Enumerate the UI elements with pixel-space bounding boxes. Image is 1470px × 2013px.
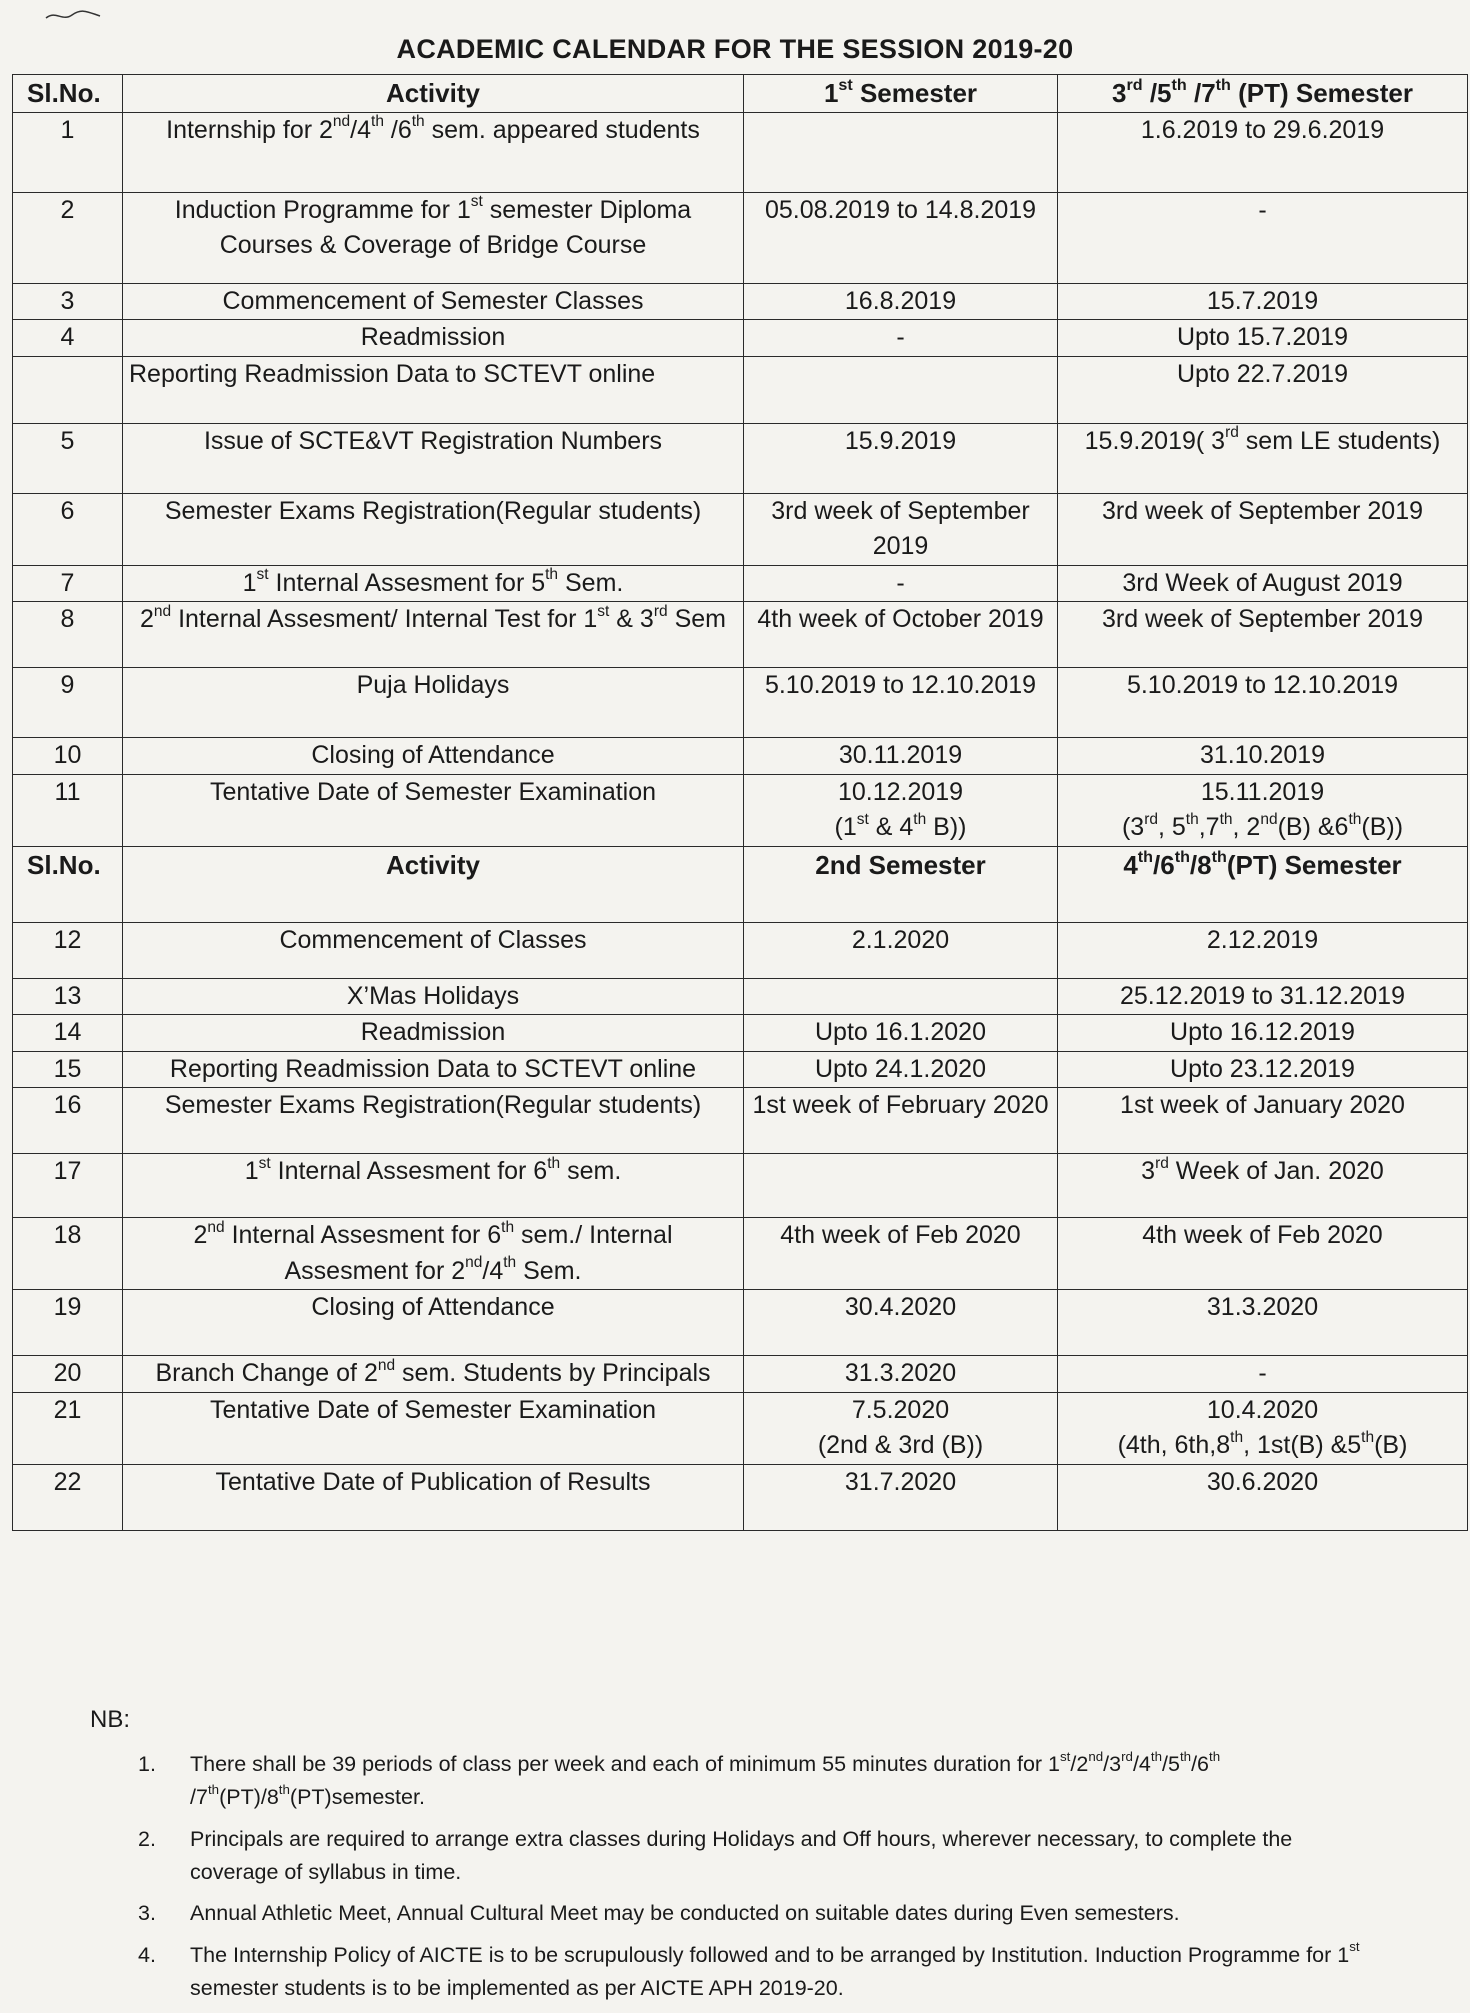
cell-col1: 3rd week of September 2019	[744, 493, 1058, 565]
cell-sl: 10	[13, 738, 123, 775]
cell-activity: 2nd Internal Assesment/ Internal Test for 1st & 3rd Sem	[123, 602, 744, 668]
cell-col1: 4th week of Feb 2020	[744, 1218, 1058, 1290]
cell-col2: 4th week of Feb 2020	[1058, 1218, 1468, 1290]
cell-col2: 31.3.2020	[1058, 1290, 1468, 1356]
table-row	[13, 1088, 1468, 1154]
header-col2: 4th/6th/8th(PT) Semester	[1058, 846, 1468, 922]
cell-col2: Upto 22.7.2019	[1058, 356, 1468, 423]
cell-col1: 4th week of October 2019	[744, 602, 1058, 668]
note-item	[138, 1939, 1378, 2006]
table-row	[13, 978, 1468, 1015]
table-row	[13, 1356, 1468, 1393]
cell-sl: 2	[13, 192, 123, 283]
cell-col1	[744, 112, 1058, 192]
note-number: 4.	[138, 1942, 156, 1967]
cell-col2: -	[1058, 192, 1468, 283]
header-activity: Activity	[123, 846, 744, 922]
cell-col1	[744, 356, 1058, 423]
table-row	[13, 493, 1468, 565]
cell-activity: Tentative Date of Semester Examination	[123, 1392, 744, 1464]
cell-col2: 1st week of January 2020	[1058, 1088, 1468, 1154]
cell-col2: 3rd week of September 2019	[1058, 493, 1468, 565]
header-col1: 2nd Semester	[744, 846, 1058, 922]
cell-col1: 05.08.2019 to 14.8.2019	[744, 192, 1058, 283]
note-text: The Internship Policy of AICTE is to be scrupulously followed and to be arranged by Institution. Induction Programme for 1st semester students is to be implemented as per AICTE APH 2019-20.	[190, 1939, 1360, 2000]
table-row	[13, 922, 1468, 978]
cell-col1: 1st week of February 2020	[744, 1088, 1058, 1154]
cell-activity: Induction Programme for 1st semester Diploma Courses & Coverage of Bridge Course	[123, 192, 744, 283]
table-row	[13, 1154, 1468, 1218]
cell-col1: 31.3.2020	[744, 1356, 1058, 1393]
table-row	[13, 668, 1468, 738]
cell-col2: 15.11.2019 (3rd, 5th,7th, 2nd(B) &6th(B))	[1058, 774, 1468, 846]
cell-col2: 15.7.2019	[1058, 283, 1468, 320]
cell-sl: 13	[13, 978, 123, 1015]
cell-col2: 25.12.2019 to 31.12.2019	[1058, 978, 1468, 1015]
cell-activity: Readmission	[123, 1015, 744, 1052]
cell-col2: 3rd Week of Jan. 2020	[1058, 1154, 1468, 1218]
table-row	[13, 356, 1468, 423]
calendar-table	[12, 74, 1468, 1531]
cell-col1: 31.7.2020	[744, 1464, 1058, 1530]
cell-sl: 11	[13, 774, 123, 846]
cell-col2: 2.12.2019	[1058, 922, 1468, 978]
cell-activity: Commencement of Semester Classes	[123, 283, 744, 320]
table-row	[13, 1290, 1468, 1356]
cell-col2: 10.4.2020 (4th, 6th,8th, 1st(B) &5th(B)	[1058, 1392, 1468, 1464]
cell-sl: 8	[13, 602, 123, 668]
table-row	[13, 602, 1468, 668]
header-sl: Sl.No.	[13, 75, 123, 113]
table-header-row	[13, 846, 1468, 922]
note-item	[138, 1897, 1378, 1930]
table-row	[13, 423, 1468, 493]
cell-col1: Upto 24.1.2020	[744, 1051, 1058, 1088]
cell-sl: 15	[13, 1051, 123, 1088]
cell-sl: 5	[13, 423, 123, 493]
cell-col2: Upto 23.12.2019	[1058, 1051, 1468, 1088]
table-row	[13, 774, 1468, 846]
cell-col2: 1.6.2019 to 29.6.2019	[1058, 112, 1468, 192]
cell-activity: Tentative Date of Semester Examination	[123, 774, 744, 846]
cell-sl: 17	[13, 1154, 123, 1218]
cell-col1: 10.12.2019 (1st & 4th B))	[744, 774, 1058, 846]
cell-sl: 12	[13, 922, 123, 978]
table-row	[13, 1392, 1468, 1464]
cell-activity: Semester Exams Registration(Regular students)	[123, 493, 744, 565]
cell-col2: -	[1058, 1356, 1468, 1393]
note-number: 2.	[138, 1826, 156, 1851]
cell-sl: 18	[13, 1218, 123, 1290]
cell-activity: Internship for 2nd/4th /6th sem. appeared students	[123, 112, 744, 192]
cell-sl: 4	[13, 320, 123, 357]
cell-activity: 1st Internal Assesment for 5th Sem.	[123, 565, 744, 602]
cell-activity: Issue of SCTE&VT Registration Numbers	[123, 423, 744, 493]
cell-sl: 7	[13, 565, 123, 602]
cell-activity: Semester Exams Registration(Regular students)	[123, 1088, 744, 1154]
cell-col2: 31.10.2019	[1058, 738, 1468, 775]
cell-col2: 3rd week of September 2019	[1058, 602, 1468, 668]
cell-sl: 20	[13, 1356, 123, 1393]
table-row	[13, 192, 1468, 283]
notes-list	[138, 1748, 1378, 2013]
cell-activity: Puja Holidays	[123, 668, 744, 738]
cell-sl: 9	[13, 668, 123, 738]
cell-col1: Upto 16.1.2020	[744, 1015, 1058, 1052]
cell-activity: Reporting Readmission Data to SCTEVT online	[123, 1051, 744, 1088]
header-col1: 1st Semester	[744, 75, 1058, 113]
cell-sl: 21	[13, 1392, 123, 1464]
table-row	[13, 320, 1468, 357]
table-row	[13, 1015, 1468, 1052]
table-header-row	[13, 75, 1468, 113]
cell-col1: 16.8.2019	[744, 283, 1058, 320]
note-number: 3.	[138, 1901, 156, 1926]
table-row	[13, 1051, 1468, 1088]
cell-col1: 5.10.2019 to 12.10.2019	[744, 668, 1058, 738]
cell-col1: 2.1.2020	[744, 922, 1058, 978]
cell-activity: Branch Change of 2nd sem. Students by Principals	[123, 1356, 744, 1393]
note-item	[138, 1748, 1378, 1815]
cell-activity: X’Mas Holidays	[123, 978, 744, 1015]
cell-activity: Readmission	[123, 320, 744, 357]
cell-col1: -	[744, 565, 1058, 602]
cell-sl: 22	[13, 1464, 123, 1530]
cell-sl: 14	[13, 1015, 123, 1052]
cell-col2: Upto 16.12.2019	[1058, 1015, 1468, 1052]
header-sl: Sl.No.	[13, 846, 123, 922]
cell-col1	[744, 978, 1058, 1015]
cell-col2: 5.10.2019 to 12.10.2019	[1058, 668, 1468, 738]
cell-activity: Closing of Attendance	[123, 738, 744, 775]
cell-sl: 16	[13, 1088, 123, 1154]
header-activity: Activity	[123, 75, 744, 113]
cell-col2: Upto 15.7.2019	[1058, 320, 1468, 357]
table-row	[13, 1218, 1468, 1290]
table-row	[13, 283, 1468, 320]
note-item	[138, 1823, 1378, 1890]
cell-activity: Tentative Date of Publication of Results	[123, 1464, 744, 1530]
cell-sl: 3	[13, 283, 123, 320]
table-row	[13, 112, 1468, 192]
cell-col1: 30.4.2020	[744, 1290, 1058, 1356]
table-row	[13, 1464, 1468, 1530]
cell-activity: Reporting Readmission Data to SCTEVT online	[123, 356, 744, 423]
cell-sl: 19	[13, 1290, 123, 1356]
cell-col1: 7.5.2020 (2nd & 3rd (B))	[744, 1392, 1058, 1464]
page-title: ACADEMIC CALENDAR FOR THE SESSION 2019-20	[396, 34, 1074, 64]
cell-sl	[13, 356, 123, 423]
cell-col1: 30.11.2019	[744, 738, 1058, 775]
cell-activity: 1st Internal Assesment for 6th sem.	[123, 1154, 744, 1218]
nb-label: NB:	[90, 1706, 131, 1733]
cell-activity: 2nd Internal Assesment for 6th sem./ Internal Assesment for 2nd/4th Sem.	[123, 1218, 744, 1290]
cell-col1: 15.9.2019	[744, 423, 1058, 493]
cell-sl: 1	[13, 112, 123, 192]
note-text: Principals are required to arrange extra classes during Holidays and Off hours, wherever necessary, to complete the coverage of syllabus in time.	[190, 1826, 1293, 1884]
pen-mark-icon	[44, 6, 104, 26]
table-row	[13, 565, 1468, 602]
cell-sl: 6	[13, 493, 123, 565]
note-text: There shall be 39 periods of class per week and each of minimum 55 minutes duration for 1st/2nd/3rd/4th/5th/6th /7th(PT)/8th(PT)semester.	[190, 1748, 1221, 1810]
table-row	[13, 738, 1468, 775]
note-number: 1.	[138, 1752, 156, 1776]
cell-activity: Commencement of Classes	[123, 922, 744, 978]
cell-col1: -	[744, 320, 1058, 357]
cell-col2: 3rd Week of August 2019	[1058, 565, 1468, 602]
header-col2: 3rd /5th /7th (PT) Semester	[1058, 75, 1468, 113]
cell-col2: 15.9.2019( 3rd sem LE students)	[1058, 423, 1468, 493]
note-text: Annual Athletic Meet, Annual Cultural Meet may be conducted on suitable dates during Even semesters.	[190, 1901, 1180, 1926]
cell-col1	[744, 1154, 1058, 1218]
cell-activity: Closing of Attendance	[123, 1290, 744, 1356]
cell-col2: 30.6.2020	[1058, 1464, 1468, 1530]
